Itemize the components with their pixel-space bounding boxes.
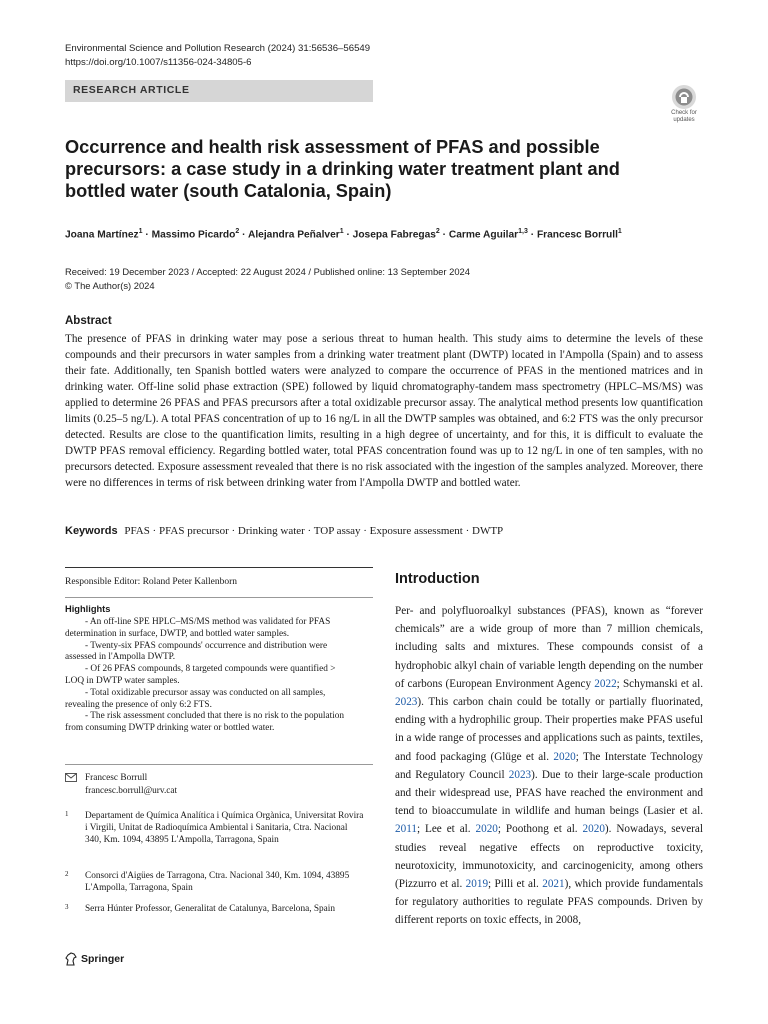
highlight-item: - Twenty-six PFAS compounds' occurrence and distribution were assessed in l'Ampolla DWTP. (65, 640, 328, 663)
introduction-text-segment: ; Lee et al. (416, 823, 476, 836)
introduction-text-segment: ). Due to their large-scale production and their widespread use, PFAS have reached the environment and tend to bioaccumulate in wildlife and human beings (Lasier et al. (395, 768, 703, 818)
keywords-label: Keywords (65, 525, 118, 537)
affiliation-text: Serra Húnter Professor, Generalitat de Catalunya, Barcelona, Spain (85, 904, 336, 914)
envelope-icon (65, 773, 77, 782)
introduction-text-segment: ; The Interstate Technology and Regulatory Council (395, 750, 703, 781)
abstract-heading: Abstract (65, 315, 112, 327)
author-affiliation-ref: 1 (617, 228, 622, 235)
article-title: Occurrence and health risk assessment of PFAS and possible precursors: a case study in a drinking water treatment plant and bottled water (south Catalonia, Spain) (65, 137, 620, 201)
citation-link[interactable]: 2020 (582, 823, 605, 836)
introduction-text-segment: ). Nowadays, several studies reveal negative effects on reproductive toxicity, neurotoxicity, immunotoxicity, and carcinogenicity, among others (Pizzurro et al. (395, 823, 703, 891)
citation-link[interactable]: 2021 (542, 878, 565, 891)
affiliation (65, 870, 365, 894)
author-name[interactable]: Carme Aguilar (448, 229, 519, 241)
introduction-text-segment: ; Schymanski et al. (616, 677, 703, 690)
publisher-logo (65, 952, 124, 966)
publisher-name: Springer (81, 953, 125, 965)
author-name[interactable]: Josepa Fabregas (352, 229, 436, 241)
introduction-text-segment: ). This carbon chain could be totally or partially fluorinated, ending with a hydrophilic group. Their properties make PFAS useful in a wide range of processes and applications such as paints, textiles, and food packaging (Glüge et al. (395, 696, 703, 763)
springer-horse-icon (65, 952, 77, 966)
check-updates-line1: Check for (671, 110, 697, 116)
introduction-heading: Introduction (395, 571, 480, 587)
correspondence-email[interactable]: francesc.borrull@urv.cat (85, 785, 178, 796)
citation-link[interactable]: 2022 (594, 677, 617, 690)
highlight-item: - Of 26 PFAS compounds, 8 targeted compounds were quantified > LOQ in DWTP water samples. (65, 664, 336, 686)
author-affiliation-ref: 2 (435, 228, 440, 235)
citation-link[interactable]: 2020 (553, 750, 576, 763)
introduction-text (395, 602, 703, 930)
correspondence-name: Francesc Borrull (85, 773, 148, 783)
introduction-text-segment: ), which provide fundamentals for regulatory authorities to regulate PFAS compounds. Driven by different reports on toxic effects, in 2008, (395, 878, 703, 927)
affiliation (65, 903, 365, 915)
divider (65, 567, 373, 568)
affiliation-number: 3 (65, 903, 69, 911)
check-updates-icon (671, 84, 697, 110)
introduction-text-segment: ; Poothong et al. (497, 823, 583, 836)
citation-link[interactable]: 2023 (508, 768, 532, 781)
highlight-item: - Total oxidizable precursor assay was conducted on all samples, revealing the presence of only 6:2 FTS. (65, 687, 326, 710)
responsible-editor: Responsible Editor: Roland Peter Kallenborn (65, 577, 238, 587)
citation-link[interactable]: 2019 (465, 878, 489, 891)
journal-header (65, 42, 370, 70)
highlight-item: - The risk assessment concluded that there is no risk to the population from consuming DWTP drinking water or bottled water. (65, 711, 345, 734)
author-name[interactable]: Francesc Borrull (536, 229, 618, 241)
affiliation-text: Departament de Química Analítica i Química Orgànica, Universitat Rovira i Virgili, Unitat de Radioquímica Ambiental i Sanitaria, Ctra. Nacional 340, Km. 1094, 43895 L'Ampolla, Tarragona, Spain (85, 811, 364, 846)
article-type-bar (65, 80, 373, 102)
author-name[interactable]: Alejandra Peñalver (247, 229, 340, 241)
publication-dates (65, 265, 470, 293)
keywords-list: PFAS · PFAS precursor · Drinking water · TOP assay · Exposure assessment · DWTP (124, 525, 504, 537)
author-name[interactable]: Massimo Picardo (151, 229, 236, 241)
citation-link[interactable]: 2020 (475, 823, 498, 836)
affiliation (65, 810, 365, 847)
author-affiliation-ref: 1 (339, 228, 344, 235)
copyright-line: © The Author(s) 2024 (65, 280, 155, 291)
journal-citation: Environmental Science and Pollution Research (2024) 31:56536–56549 (65, 43, 371, 54)
affiliation-number: 2 (65, 870, 69, 878)
introduction-text-segment: Per- and polyfluoroalkyl substances (PFAS), known as “forever chemicals” are a wide group of more than 7 million chemicals, including salts and mixtures. These compounds consist of a hydrophobic alkyl chain of variable length depending on the number of carbons (European Environment Agency (395, 605, 703, 690)
affiliation-number: 1 (65, 810, 69, 818)
divider (65, 764, 373, 765)
author-affiliation-ref: 1,3 (518, 228, 528, 235)
keywords (65, 525, 503, 537)
author-list: Joana Martínez$^1$ · Massimo Picardo$^2$ · Alejandra Peñalver$^1$ · Josepa Fabregas$^2$ · Carme Aguilar$^{1,3}$ · Francesc Borrull$^1$ (65, 228, 622, 241)
citation-link[interactable]: 2023 (395, 696, 418, 709)
affiliation-text: Consorci d'Aigües de Tarragona, Ctra. Nacional 340, Km. 1094, 43895 L'Ampolla, Tarragona, Spain (85, 871, 350, 894)
author-affiliation-ref: 1 (138, 228, 143, 235)
check-updates-line2: updates (673, 116, 695, 123)
author-name[interactable]: Joana Martínez (65, 229, 139, 241)
highlight-item: - An off-line SPE HPLC–MS/MS method was validated for PFAS determination in surface, DWTP, and bottled water samples. (65, 617, 331, 639)
divider (65, 597, 373, 598)
highlights-list (65, 617, 355, 735)
doi-link[interactable]: https://doi.org/10.1007/s11356-024-34805-6 (65, 57, 252, 68)
highlights-heading: Highlights (65, 604, 111, 614)
dates-line: Received: 19 December 2023 / Accepted: 22 August 2024 / Published online: 13 September 2024 (65, 266, 470, 277)
abstract-text: The presence of PFAS in drinking water may pose a serious threat to human health. This study aims to determine the levels of these compounds and their precursors in water samples from a drinking water treatment plant (DWTP) located in l'Ampolla (Spain) and to assess their fate. Additionally, ten Spanish bottled waters were analyzed to compare the occurrence of PFAS in the mentioned matrices and in drinking water. Off-line solid phase extraction (SPE) followed by liquid chromatography-tandem mass spectrometry (HPLC–MS/MS) was applied to determine 26 PFAS and PFAS precursors after a total oxidizable precursor assay. The analytical method presents low quantification limits (0.25–5 ng/L). A total PFAS concentration of up to 16 ng/L in all the DWTP samples was obtained, and 6:2 FTS was the only precursor detected. Results are close to the quantification limits, resulting in a high degree of uncertainty, and for this, it is difficult to evaluate the DWTP PFAS removal efficiency. Regarding bottled water, total PFAS concentration found was up to 12 ng/L in one of ten samples, with no precursors detected. Exposure assessment revealed that there is no risk associated with the ingestion of the samples analyzed. Moreover, there were no differences in terms of risk between drinking water from l'Ampolla DWTP and bottled water. (65, 333, 703, 489)
check-for-updates-badge[interactable] (664, 84, 704, 126)
article-type-label: RESEARCH ARTICLE (73, 84, 190, 96)
introduction-text-segment: ; Pilli et al. (488, 878, 543, 891)
citation-link[interactable]: 2011 (395, 823, 417, 836)
author-affiliation-ref: 2 (235, 228, 240, 235)
